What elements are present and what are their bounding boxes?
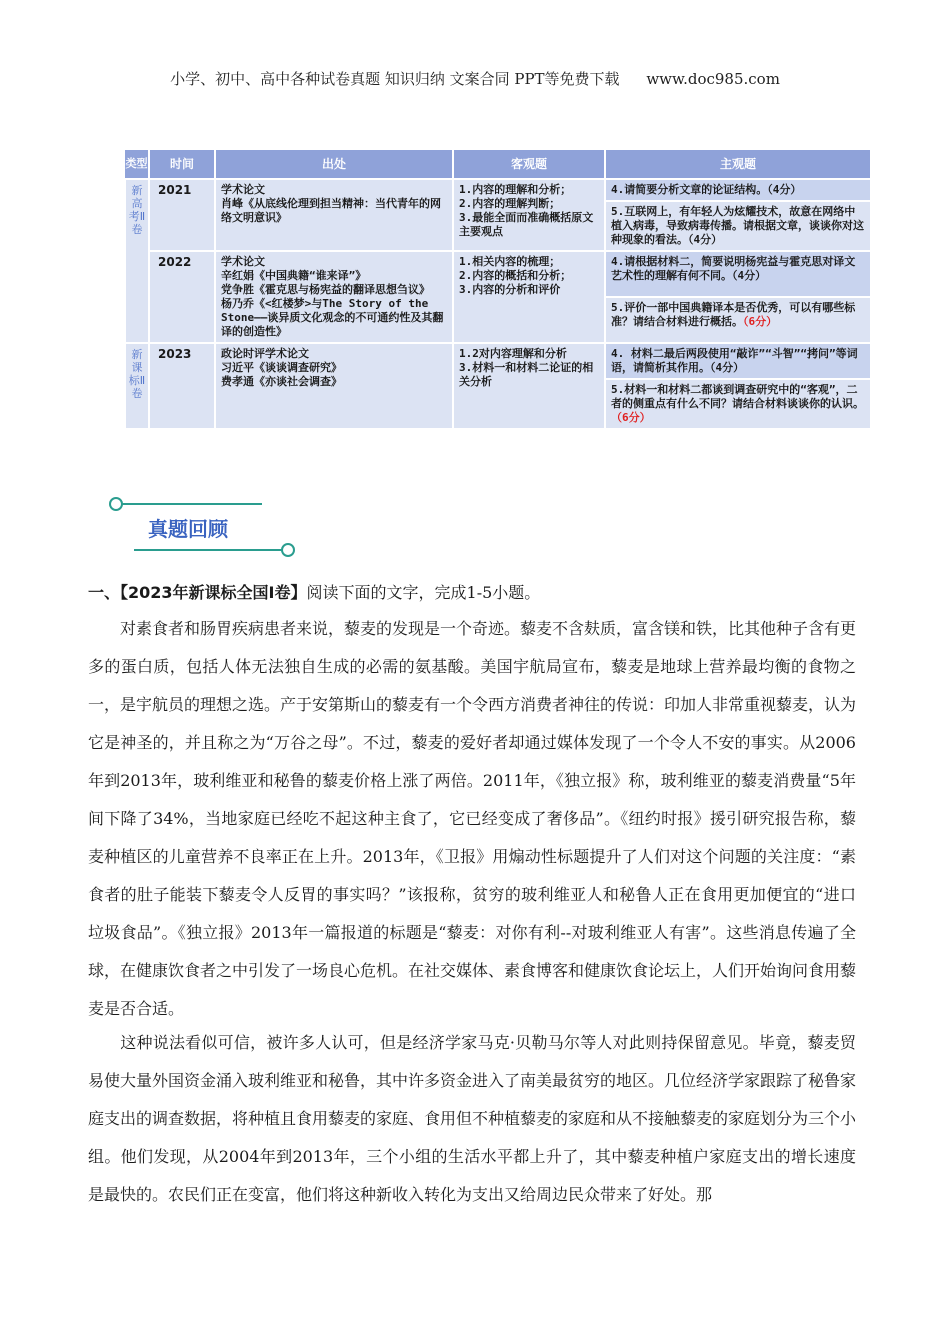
paragraph-text: 这种说法看似可信，被许多人认可，但是经济学家马克·贝勒马尔等人对此则持保留意见。毕竟，藜麦贸易使大量外国资金涌入玻利维亚和秘鲁，其中许多资金进入了南美最贫穷的地区。几位经济学家跟踪了秘鲁家庭支出的调查数据，将种植且食用藜麦的家庭、食用但不种植藜麦的家庭和从不接触藜麦的家庭划分为三个小组。他们发现，从2004年到2013年，三个小组的生活水平都上升了，其中藜麦种植户家庭支出的增长速度是最快的。农民们正在变富，他们将这种新收入转化为支出又给周边民众带来了好处。那 — [88, 1033, 857, 1204]
type-label: 新课标Ⅱ卷 — [128, 348, 146, 400]
header-source: 出处 — [215, 150, 453, 179]
question-number: 一、 — [88, 583, 121, 602]
source-cell: 政论时评学术论文 习近平《谈谈调查研究》 费孝通《亦谈社会调查》 — [215, 343, 453, 429]
objective-cell: 1.2对内容理解和分析 3.材料一和材料二论证的相关分析 — [453, 343, 605, 429]
objective-cell: 1.相关内容的梳理； 2.内容的概括和分析； 3.内容的分析和评价 — [453, 251, 605, 343]
source-cell: 学术论文 辛红娟《中国典籍“谁来译”》 党争胜《霍克思与杨宪益的翻译思想刍议》 杨乃乔《<红楼梦>与The Story of the Stone——谈异质文化观念的不可通约性及其翻译的创造性》 — [215, 251, 453, 343]
subjective-cell — [605, 179, 871, 201]
header-objective: 客观题 — [453, 150, 605, 179]
header-url[interactable]: www.doc985.com — [646, 70, 780, 88]
subjective-text: 5.互联网上，有年轻人为炫耀技术，故意在网络中植入病毒，导致病毒传播。请根据文章，谈谈你对这种现象的看法。（4分） — [611, 205, 864, 246]
subjective-text: 4.请简要分析文章的论证结构。（4分） — [611, 183, 802, 196]
header-text: 小学、初中、高中各种试卷真题 知识归纳 文案合同 PPT等免费下载 — [170, 70, 620, 88]
table-row — [125, 251, 871, 297]
source-cell: 学术论文 肖峰《从底线伦理到担当精神：当代青年的网络文明意识》 — [215, 179, 453, 251]
type-cell — [125, 179, 149, 343]
paragraph-text: 对素食者和肠胃疾病患者来说，藜麦的发现是一个奇迹。藜麦不含麸质，富含镁和铁，比其他种子含有更多的蛋白质，包括人体无法独自生成的必需的氨基酸。美国宇航局宣布，藜麦是地球上营养最均衡的食物之一，是宇航员的理想之选。产于安第斯山的藜麦有一个令西方消费者神往的传说：印加人非常重视藜麦，认为它是神圣的，并且称之为“万谷之母”。不过，藜麦的爱好者却通过媒体发现了一个令人不安的事实。从2006年到2013年，玻利维亚和秘鲁的藜麦价格上涨了两倍。2011年，《独立报》称，玻利维亚的藜麦消费量“5年间下降了34%，当地家庭已经吃不起这种主食了，它已经变成了奢侈品”。《纽约时报》援引研究报告称，藜麦种植区的儿童营养不良率正在上升。2013年，《卫报》用煽动性标题提升了人们对这个问题的关注度：“素食者的肚子能装下藜麦令人反胃的事实吗？”该报称，贫穷的玻利维亚人和秘鲁人正在食用更加便宜的“进口垃圾食品”。《独立报》2013年一篇报道的标题是“藜麦：对你有利--对玻利维亚人有害”。这些消息传遍了全球，在健康饮食者之中引发了一场良心危机。在社交媒体、素食博客和健康饮食论坛上，人们开始询问食用藜麦是否合适。 — [88, 619, 857, 1018]
objective-cell: 1.内容的理解和分析； 2.内容的理解判断； 3.最能全面而准确概括原文主要观点 — [453, 179, 605, 251]
header-year: 时间 — [149, 150, 215, 179]
table-header-row — [125, 150, 871, 179]
subjective-text: 4.请根据材料二，简要说明杨宪益与霍克思对译文艺术性的理解有何不同。（4分） — [611, 255, 856, 282]
subjective-cell — [605, 201, 871, 251]
subjective-cell — [605, 343, 871, 379]
page-header — [0, 68, 950, 89]
subjective-cell — [605, 297, 871, 343]
table-row — [125, 179, 871, 201]
type-cell — [125, 343, 149, 429]
subjective-cell — [605, 251, 871, 297]
subjective-text: 4. 材料二最后两段使用“敲诈”“斗智”“拷问”等词语，请简析其作用。（4分） — [611, 347, 858, 374]
question-source: 【2023年新课标全国Ⅰ卷】 — [120, 583, 307, 602]
type-label: 新高考Ⅱ卷 — [128, 184, 146, 236]
subjective-text: 5.材料一和材料二都谈到调查研究中的“客观”，二者的侧重点有什么不同？请结合材料谈谈你的认识。 — [611, 383, 864, 410]
subjective-text: 5.评价一部中国典籍译本是否优秀，可以有哪些标准？请结合材料进行概括。 — [611, 301, 856, 328]
score-label: （6分） — [743, 315, 778, 328]
exam-table — [124, 150, 872, 430]
year-cell: 2023 — [149, 343, 215, 429]
header-subjective: 主观题 — [605, 150, 871, 179]
question-instruction: 阅读下面的文字，完成1-5小题。 — [306, 583, 541, 602]
passage-paragraph-1 — [88, 610, 856, 1028]
passage-paragraph-2 — [88, 1024, 856, 1214]
table-row — [125, 343, 871, 379]
score-label: （6分） — [611, 411, 651, 424]
banner-title: 真题回顾 — [148, 517, 228, 541]
subjective-cell — [605, 379, 871, 429]
question-heading — [88, 580, 868, 606]
banner-circle-right — [282, 544, 294, 556]
year-cell: 2021 — [149, 179, 215, 251]
banner-circle-left — [110, 498, 122, 510]
header-type: 类型 — [125, 150, 149, 179]
year-cell: 2022 — [149, 251, 215, 343]
section-banner — [104, 494, 304, 560]
